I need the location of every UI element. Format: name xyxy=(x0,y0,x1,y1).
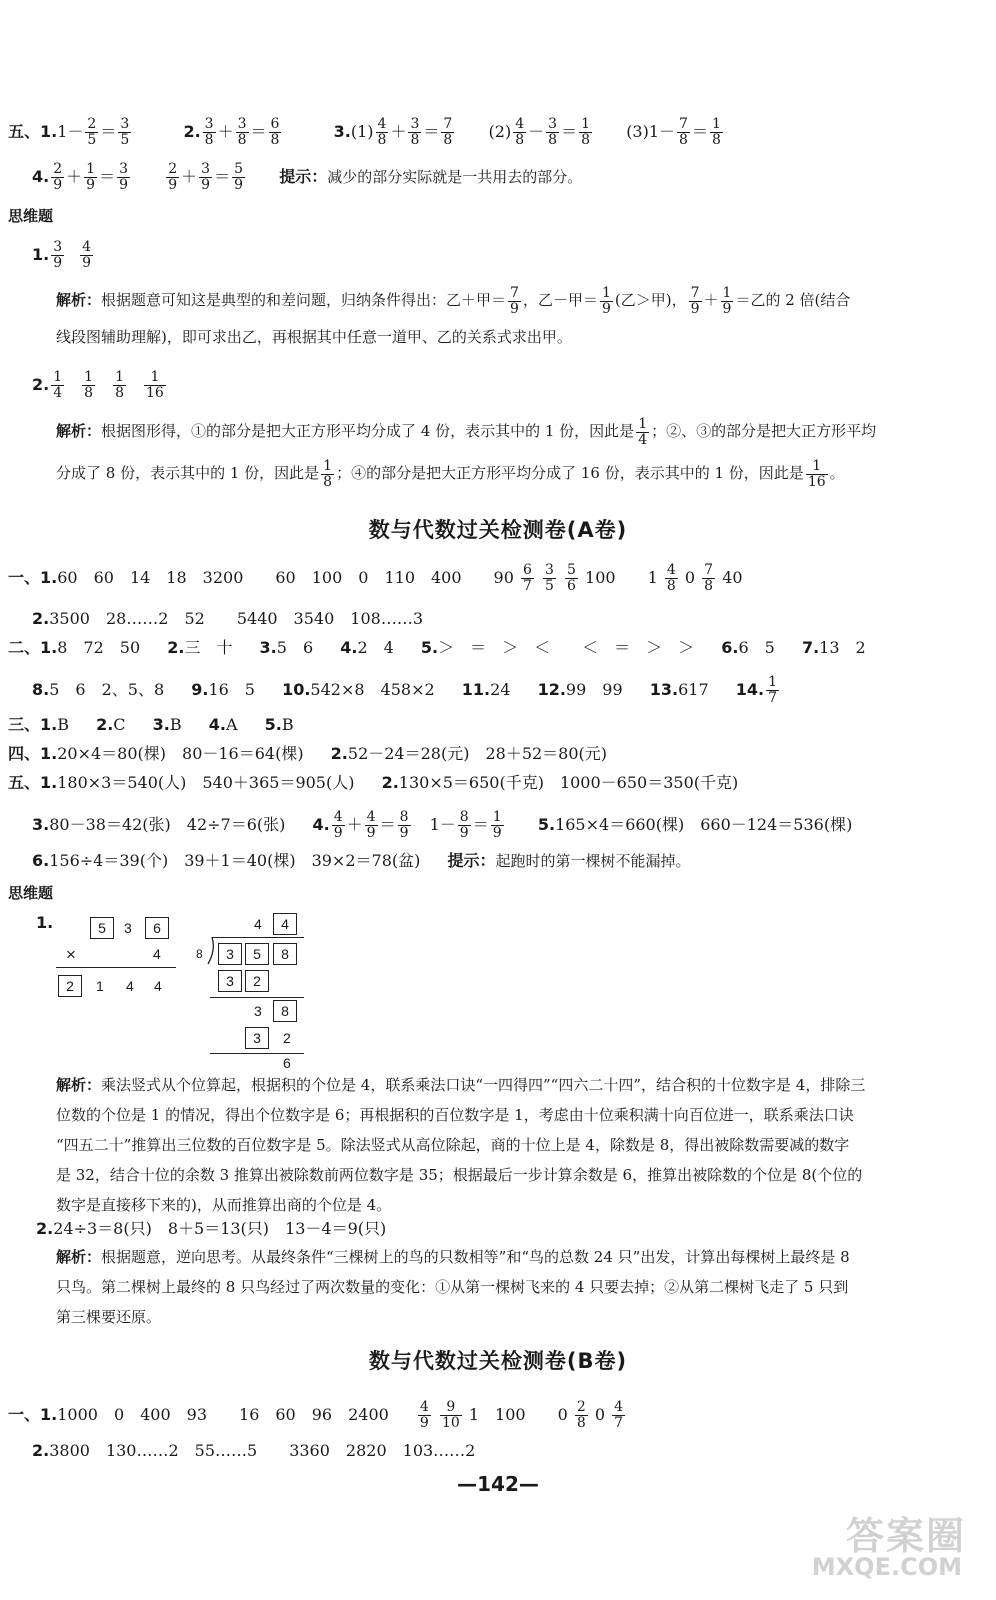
s5-line1: 五、1.1－ $\frac{2}{5}$ ＝ $\frac{3}{5}$ 2. $\frac{3}{8}$ ＋ $\frac{3}{8}$ ＝ $\frac{6}{8}$ 3.(1) $\frac{4}{8}$ ＋ $\frac{3}{8}$ ＝ $\frac{7}{8}$ (2) $\frac{4}{8}$ － $\frac{3}{8}$ ＝ $\frac{1}{8}$ (3)1－ $\frac{7}{8}$ ＝ $\frac{1}{8}$ xyxy=(8,116,721,148)
div-box-dividend: 3 xyxy=(218,943,242,965)
a-row2: 2.3500 28……2 52 5440 3540 108……3 xyxy=(32,609,423,628)
think1-q1: 1. $\frac{3}{9}$ $\frac{4}{9}$ xyxy=(32,239,92,271)
think2-q1: 1. xyxy=(36,913,54,932)
div-remainder1-tens: 3 xyxy=(254,1003,262,1019)
section-a-heading: 数与代数过关检测卷(A卷) xyxy=(368,518,628,542)
mul-result-digit: 1 xyxy=(96,978,104,994)
div-box-quotient-ones: 4 xyxy=(273,913,297,935)
watermark-text: 答案圈 xyxy=(845,1514,966,1558)
div-bracket-top xyxy=(212,937,304,938)
watermark-logo xyxy=(811,1505,966,1585)
div-quotient-tens: 4 xyxy=(254,916,262,932)
div-box-step1: 3 xyxy=(218,970,242,992)
a-row7: 五、1.180×3＝540(人) 540＋365＝905(人) 2.130×5＝650(千克) 1000－650＝350(千克) xyxy=(8,773,739,792)
div-box-remainder1: 8 xyxy=(273,1000,297,1022)
think1-analysis1: 解析：根据题意可知这是典型的和差问题，归纳条件得出：乙＋甲＝ $\frac{7}{9}$ ，乙－甲＝ $\frac{1}{9}$ (乙＞甲)， $\frac{7}{9}$ ＋ $\frac{1}{9}$ ＝乙的 2 倍(结合 线段图辅助理解)，即可求出乙，再根据其中任意一道甲、乙的关系式求出甲。 xyxy=(56,284,851,346)
mul-box-hundreds: 5 xyxy=(90,917,114,939)
s5-line2: 4. $\frac{2}{9}$ ＋ $\frac{1}{9}$ ＝ $\frac{3}{9}$ $\frac{2}{9}$ ＋ $\frac{3}{9}$ ＝ $\frac{5}{9}$ 提示：减少的部分实际就是一共用去的部分。 xyxy=(32,161,583,193)
page-number: —142— xyxy=(457,1472,539,1496)
div-box-dividend: 8 xyxy=(273,943,297,965)
think1-analysis2: 解析：根据图形得，①的部分是把大正方形平均分成了 4 份，表示其中的 1 份，因此是 $\frac{1}{4}$ ；②、③的部分是把大正方形平均 分成了 8 份，表示其中的 1 份，因此是 $\frac{1}{8}$ ；④的部分是把大正方形平均分成了 16 份，表示其中的 1 份，因此是 $\frac{1}{16}$ 。 xyxy=(56,415,877,490)
div-rule-2 xyxy=(210,1053,304,1054)
a-row3: 二、1.8 72 50 2.三 十 3.5 6 4.2 4 5.＞ ＝ ＞ ＜ ＜ ＝ ＞ ＞ 6.6 5 7.13 2 xyxy=(8,638,866,657)
mul-multiplier: 4 xyxy=(153,946,161,962)
div-step2-ones: 2 xyxy=(283,1030,291,1046)
a-row9: 6.156÷4＝39(个) 39＋1＝40(棵) 39×2＝78(盆) 提示：起跑时的第一棵树不能漏掉。 xyxy=(32,851,691,870)
div-divisor: 8 xyxy=(196,947,203,961)
a-row6: 四、1.20×4＝80(棵) 80－16＝64(棵) 2.52－24＝28(元) 28＋52＝80(元) xyxy=(8,744,608,763)
div-remainder: 6 xyxy=(283,1055,291,1071)
think1-title: 思维题 xyxy=(8,207,54,225)
think1-q2: 2. $\frac{1}{4}$ $\frac{1}{8}$ $\frac{1}{8}$ $\frac{1}{16}$ xyxy=(32,369,164,401)
think2-analysis2: 解析：根据题意，逆向思考。从最终条件“三棵树上的鸟的只数相等”和“鸟的总数 24 只”出发，计算出每棵树上最终是 8 只鸟。第二棵树上最终的 8 只鸟经过了两次数量的变化：①从第一棵树飞来的 4 只要去掉；②从第二棵树飞走了 5 只到 第三棵要还原。 xyxy=(56,1248,850,1326)
mul-rule xyxy=(56,967,176,968)
a-row4: 8.5 6 2、5、8 9.16 5 10.542×8 458×2 11.24 12.99 99 13.617 14. $\frac{1}{7}$ xyxy=(32,674,777,706)
mul-result-digit: 4 xyxy=(154,978,162,994)
a-row5: 三、1.B 2.C 3.B 4.A 5.B xyxy=(8,715,294,734)
div-rule-1 xyxy=(210,997,304,998)
section-b-heading: 数与代数过关检测卷(B卷) xyxy=(368,1349,628,1373)
div-box-dividend: 5 xyxy=(245,943,269,965)
mul-times-sign: × xyxy=(66,945,76,964)
think2-title: 思维题 xyxy=(8,884,54,902)
mul-digit-tens: 3 xyxy=(124,920,132,936)
div-box-step1: 2 xyxy=(245,970,269,992)
think2-q2: 2.24÷3＝8(只) 8＋5＝13(只) 13－4＝9(只) xyxy=(36,1219,387,1238)
a-row1: 一、1.60 60 14 18 3200 60 100 0 110 400 90 $\frac{6}{7}$ $\frac{3}{5}$ $\frac{5}{6}$ 100 1 $\frac{4}{8}$ 0 $\frac{7}{8}$ 40 xyxy=(8,562,743,594)
think2-analysis1: 解析：乘法竖式从个位算起，根据积的个位是 4，联系乘法口诀“一四得四”“四六二十四”，结合积的十位数字是 4，排除三 位数的个位是 1 的情况，得出个位数字是 6；再根据积的百位数字是 1，考虑由十位乘积满十向百位进一，联系乘法口诀 “四五二十”推算出三位数的百位数字是 5。除法竖式从高位除起，商的十位上是 4，除数是 8，得出被除数需要减的数字 是 32，结合十位的余数 3 推算出被除数前两位数字是 35；根据最后一步计算余数是 6，推算出被除数的个位是 8(个位的 数字是直接移下来的)，从而推算出商的个位是 4。 xyxy=(56,1076,866,1214)
div-box-step2: 3 xyxy=(245,1027,269,1049)
watermark-url: MXQE.COM xyxy=(811,1553,962,1581)
a-row8: 3.80－38＝42(张) 42÷7＝6(张) 4. $\frac{4}{9}$ ＋ $\frac{4}{9}$ ＝ $\frac{8}{9}$ 1－ $\frac{8}{9}$ ＝ $\frac{1}{9}$ 5.165×4＝660(棵) 660－124＝536(棵) xyxy=(32,809,853,841)
mul-box-ones: 6 xyxy=(145,917,169,939)
b-row1: 一、1.1000 0 400 93 16 60 96 2400 $\frac{4}{9}$ $\frac{9}{10}$ 1 100 0 $\frac{2}{8}$ 0 $\frac{4}{7}$ xyxy=(8,1399,624,1431)
mul-box-result-thousands: 2 xyxy=(58,975,82,997)
div-bracket-curve xyxy=(202,936,216,966)
b-row2: 2.3800 130……2 55……5 3360 2820 103……2 xyxy=(32,1441,476,1460)
mul-result-digit: 4 xyxy=(126,978,134,994)
